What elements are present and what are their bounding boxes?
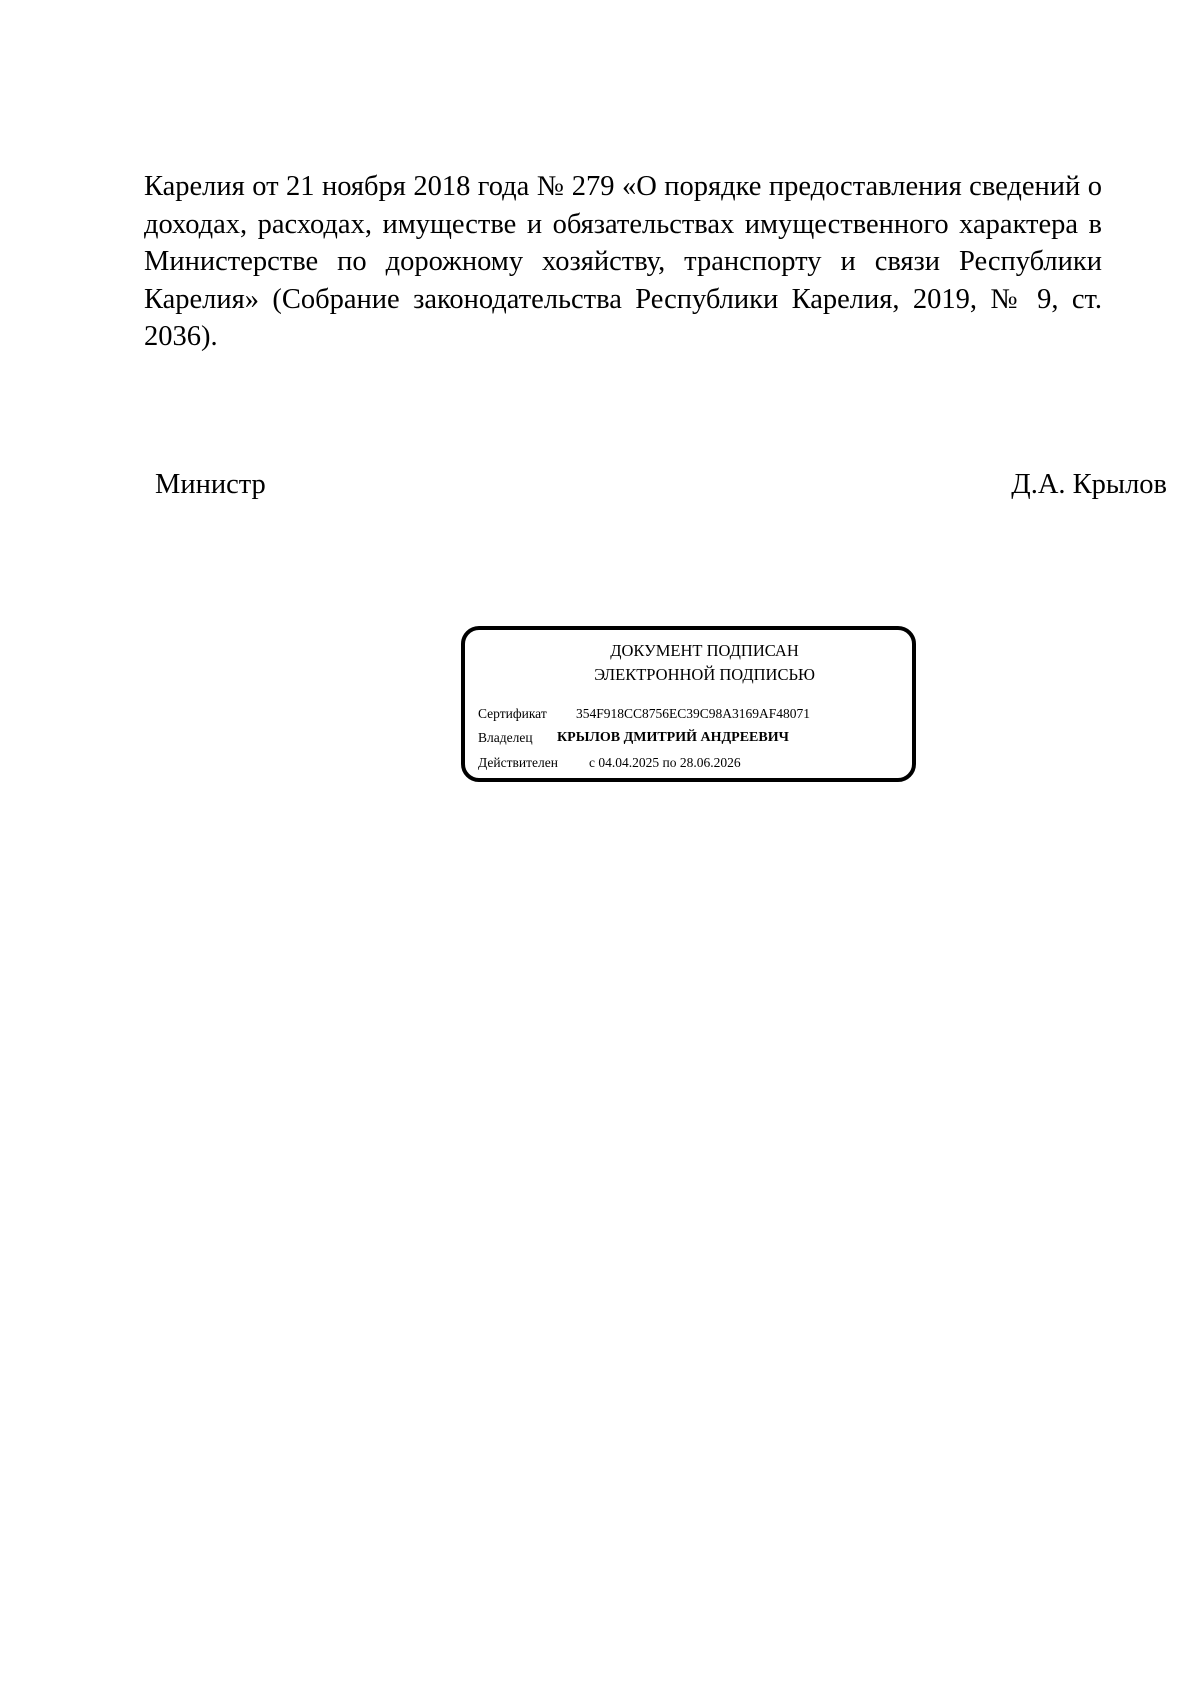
stamp-validity-row — [478, 754, 741, 772]
stamp-owner-row — [478, 729, 789, 747]
owner-label: Владелец — [478, 730, 533, 745]
validity-value: с 04.04.2025 по 28.06.2026 — [589, 755, 741, 770]
stamp-header-line-2: ЭЛЕКТРОННОЙ ПОДПИСЬЮ — [594, 665, 815, 684]
electronic-signature-stamp — [461, 626, 916, 782]
certificate-value: 354F918CC8756EC39C98A3169AF48071 — [576, 706, 811, 721]
signatory-position: Министр — [155, 469, 266, 500]
certificate-label: Сертификат — [478, 706, 547, 721]
stamp-header-line-1: ДОКУМЕНТ ПОДПИСАН — [610, 641, 799, 660]
signature-block — [155, 468, 1167, 502]
stamp-certificate-row — [478, 705, 811, 723]
owner-value: КРЫЛОВ ДМИТРИЙ АНДРЕЕВИЧ — [557, 730, 789, 745]
signatory-name: Д.А. Крылов — [1011, 469, 1167, 500]
stamp-header — [481, 639, 928, 687]
validity-label: Действителен — [478, 755, 558, 770]
body-paragraph: Карелия от 21 ноября 2018 года № 279 «О порядке предоставления сведений о доходах, расходах, имуществе и обязательствах имущественного характера в Министерстве по дорожному хозяйству, транспорту и связи Республики Карелия» (Собрание законодательства Республики Карелия, 2019, № 9, ст. 2036). — [144, 171, 1102, 352]
